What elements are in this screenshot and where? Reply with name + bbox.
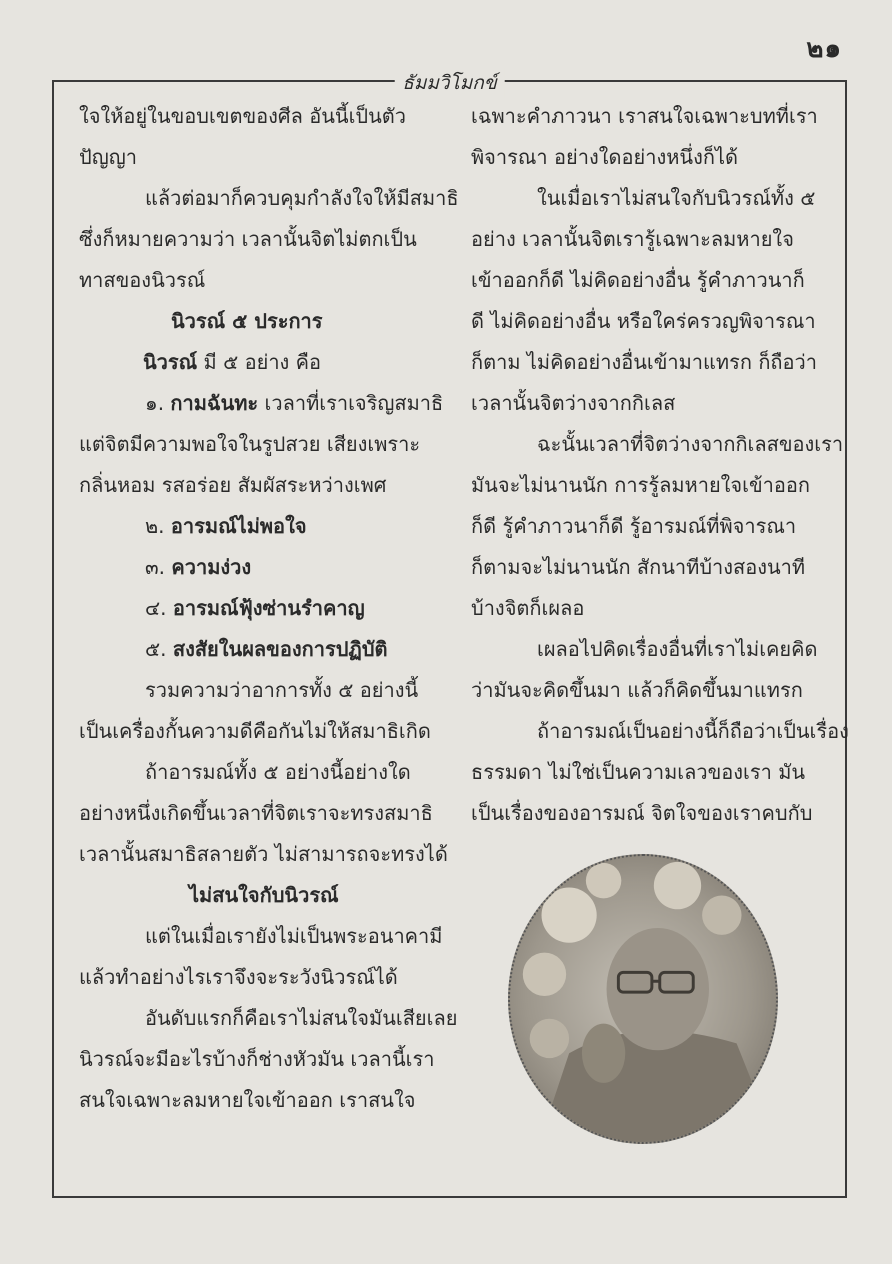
flower-shape	[702, 895, 741, 934]
list-number: ๒.	[145, 514, 171, 538]
list-item	[79, 629, 437, 670]
left-column	[79, 96, 459, 1121]
list-text: เวลาที่เราเจริญสมาธิ	[258, 391, 444, 415]
paragraph-line: ปัญญา	[79, 145, 138, 169]
paragraph-line: ใจให้อยู่ในขอบเขตของศีล อันนี้เป็นตัว	[79, 104, 407, 128]
paragraph-line: ทาสของนิวรณ์	[79, 268, 206, 292]
list-item	[79, 506, 437, 547]
paragraph-line: อย่างหนึ่งเกิดขึ้นเวลาที่จิตเราจะทรงสมาธิ	[79, 801, 433, 825]
paragraph-line: แล้วต่อมาก็ควบคุมกำลังใจให้มีสมาธิ	[145, 186, 459, 210]
term-text: มี ๕ อย่าง คือ	[197, 350, 322, 374]
list-term: ความง่วง	[171, 555, 252, 579]
paragraph-line: กลิ่นหอม รสอร่อย สัมผัสระหว่างเพศ	[79, 473, 387, 497]
running-title: ธัมมวิโมกข์	[394, 68, 505, 98]
list-term: สงสัยในผลของการปฏิบัติ	[172, 637, 388, 661]
flower-shape	[586, 863, 621, 899]
term: นิวรณ์	[143, 350, 198, 374]
list-item	[79, 588, 437, 629]
paragraph-line: อย่าง เวลานั้นจิตเรารู้เฉพาะลมหายใจ	[471, 227, 794, 251]
paragraph-line: รวมความว่าอาการทั้ง ๕ อย่างนี้	[145, 678, 419, 702]
flower-shape	[542, 888, 597, 943]
flower-shape	[523, 953, 566, 996]
hand-shape	[582, 1024, 625, 1083]
monk-portrait-photo	[508, 854, 778, 1144]
paragraph-line: บ้างจิตก็เผลอ	[471, 596, 585, 620]
paragraph-line: มันจะไม่นานนัก การรู้ลมหายใจเข้าออก	[471, 473, 811, 497]
list-number: ๔.	[145, 596, 173, 620]
paragraph-line: สนใจเฉพาะลมหายใจเข้าออก เราสนใจ	[79, 1088, 416, 1112]
section-heading: ไม่สนใจกับนิวรณ์	[189, 883, 339, 907]
section-heading: นิวรณ์ ๕ ประการ	[171, 309, 323, 333]
page-number: ๒๑	[806, 34, 842, 64]
paragraph-line: ในเมื่อเราไม่สนใจกับนิวรณ์ทั้ง ๕	[537, 186, 816, 210]
paragraph-line: ก็ตามจะไม่นานนัก สักนาทีบ้างสองนาที	[471, 555, 806, 579]
list-term: อารมณ์ฟุ้งซ่านรำคาญ	[172, 596, 365, 620]
paragraph-line: ธรรมดา ไม่ใช่เป็นความเลวของเรา มัน	[471, 760, 806, 784]
list-item	[79, 547, 437, 588]
portrait-illustration	[510, 856, 776, 1142]
list-number: ๑.	[145, 391, 171, 415]
paragraph-line: แต่ในเมื่อเรายังไม่เป็นพระอนาคามี	[145, 924, 443, 948]
paragraph-line: แต่จิตมีความพอใจในรูปสวย เสียงเพราะ	[79, 432, 421, 456]
paragraph-line: ซึ่งก็หมายความว่า เวลานั้นจิตไม่ตกเป็น	[79, 227, 417, 251]
list-term: กามฉันทะ	[170, 391, 259, 415]
list-number: ๓.	[145, 555, 172, 579]
paragraph-line: ถ้าอารมณ์ทั้ง ๕ อย่างนี้อย่างใด	[145, 760, 411, 784]
page-frame	[52, 72, 849, 1198]
paragraph-line: นิวรณ์จะมีอะไรบ้างก็ช่างหัวมัน เวลานี้เรา	[79, 1047, 435, 1071]
paragraph-line: ถ้าอารมณ์เป็นอย่างนี้ก็ถือว่าเป็นเรื่อง	[537, 719, 849, 743]
paragraph-line: เข้าออกก็ดี ไม่คิดอย่างอื่น รู้คำภาวนาก็	[471, 268, 805, 292]
paragraph-line: อันดับแรกก็คือเราไม่สนใจมันเสียเลย	[145, 1006, 458, 1030]
list-item	[79, 383, 444, 424]
paragraph-line: ก็ดี รู้คำภาวนาก็ดี รู้อารมณ์ที่พิจารณา	[471, 514, 797, 538]
paragraph-line: เวลานั้นสมาธิสลายตัว ไม่สามารถจะทรงได้	[79, 842, 448, 866]
paragraph-line: ก็ตาม ไม่คิดอย่างอื่นเข้ามาแทรก ก็ถือว่า	[471, 350, 818, 374]
right-column	[471, 96, 849, 834]
paragraph-line: ดี ไม่คิดอย่างอื่น หรือใคร่ครวญพิจารณา	[471, 309, 816, 333]
paragraph-line: แล้วทำอย่างไรเราจึงจะระวังนิวรณ์ได้	[79, 965, 398, 989]
paragraph-line: เผลอไปคิดเรื่องอื่นที่เราไม่เคยคิด	[537, 637, 818, 661]
paragraph-line: พิจารณา อย่างใดอย่างหนึ่งก็ได้	[471, 145, 739, 169]
paragraph-line: เป็นเรื่องของอารมณ์ จิตใจของเราคบกับ	[471, 801, 813, 825]
paragraph-line: เป็นเครื่องกั้นความดีคือกันไม่ให้สมาธิเกิด	[79, 719, 431, 743]
paragraph-line: เวลานั้นจิตว่างจากกิเลส	[471, 391, 676, 415]
paragraph-line: ว่ามันจะคิดขึ้นมา แล้วก็คิดขึ้นมาแทรก	[471, 678, 803, 702]
list-intro	[79, 342, 437, 383]
paragraph-line: ฉะนั้นเวลาที่จิตว่างจากกิเลสของเรา	[537, 432, 844, 456]
flower-shape	[654, 862, 701, 909]
flower-shape	[530, 1019, 569, 1058]
list-number: ๕.	[145, 637, 173, 661]
paragraph-line: เฉพาะคำภาวนา เราสนใจเฉพาะบทที่เรา	[471, 104, 818, 128]
list-term: อารมณ์ไม่พอใจ	[170, 514, 307, 538]
